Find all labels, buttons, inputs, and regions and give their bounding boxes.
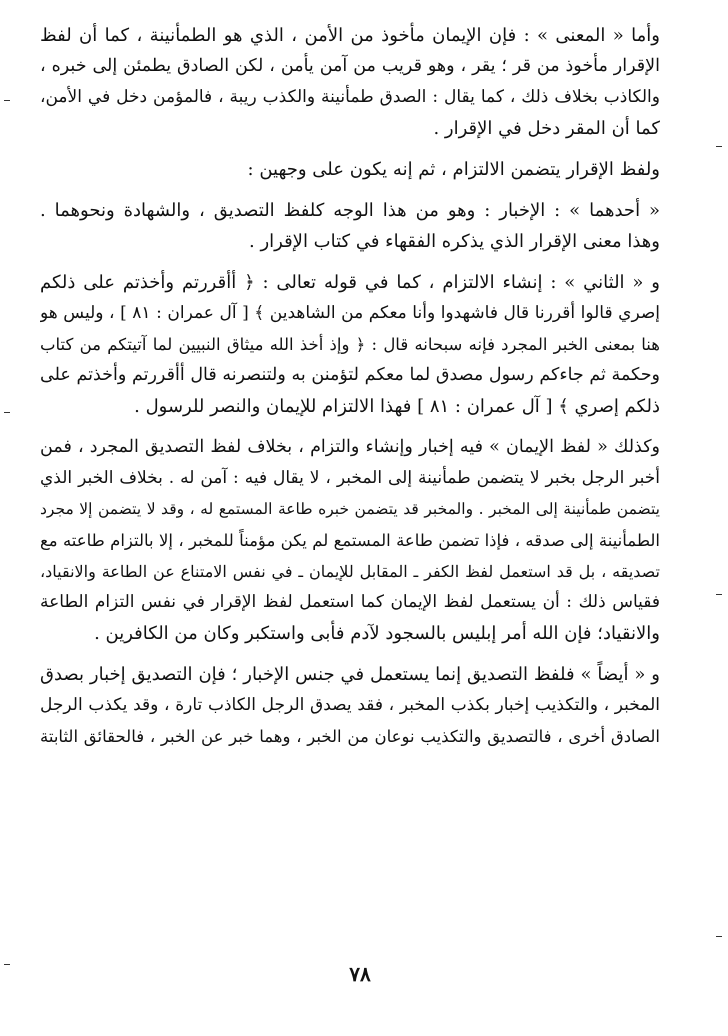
scan-mark bbox=[716, 936, 722, 937]
text-line: كما أن المقر دخل في الإقرار . bbox=[433, 118, 660, 139]
text-line: الإقرار مأخوذ من قر ؛ يقر ، وهو قريب من آمن يأمن ، لكن الصادق يطمئن إلى خبره ، bbox=[40, 56, 660, 76]
text-line: وكذلك « لفظ الإيمان » فيه إخبار وإنشاء والتزام ، بخلاف لفظ التصديق المجرد ، فمن bbox=[40, 437, 660, 457]
text-line: الطمأنينة إلى صدقه ، فإذا تضمن طاعة المستمع لم يكن مؤمناً للمخبر ، إلا بالتزام طاعته مع bbox=[40, 531, 660, 550]
paragraph-iqrar bbox=[40, 154, 660, 185]
paragraph-iman bbox=[40, 432, 660, 649]
text-line: والكاذب بخلاف ذلك ، كما يقال : الصدق طمأنينة والكذب ريبة ، فالمؤمن دخل في الأمن، bbox=[40, 87, 660, 107]
text-line: أخبر الرجل بخبر لا يتضمن طمأنينة إلى المخبر ، لا يقال فيه : آمن له . بخلاف الخبر الذي bbox=[40, 468, 660, 488]
text-line: والانقياد؛ فإن الله أمر إبليس بالسجود لآدم فأبى واستكبر وكان من الكافرين . bbox=[94, 623, 660, 644]
text-line: وحكمة ثم جاءكم رسول مصدق لما معكم لتؤمنن به ولتنصرنه قال أأقررتم وأخذتم على bbox=[40, 365, 660, 385]
text-line: ذلكم إصري ﴾ [ آل عمران : ٨١ ] فهذا الالتزام للإيمان والنصر للرسول . bbox=[134, 396, 660, 417]
text-line: وأما « المعنى » : فإن الإيمان مأخوذ من الأمن ، الذي هو الطمأنينة ، كما أن لفظ bbox=[40, 25, 660, 46]
page-number: ٧٨ bbox=[349, 962, 371, 986]
text-line: و « أيضاً » فلفظ التصديق إنما يستعمل في جنس الإخبار ؛ فإن التصديق إخبار بصدق bbox=[40, 664, 660, 685]
paragraph-meaning bbox=[40, 20, 660, 144]
text-line: فقياس ذلك : أن يستعمل لفظ الإيمان كما استعمل لفظ الإقرار في نفس التزام الطاعة bbox=[40, 592, 660, 612]
text-line: تصديقه ، بل قد استعمل لفظ الكفر ـ المقابل للإيمان ـ في نفس الامتناع عن الطاعة والانقياد، bbox=[40, 562, 660, 581]
page-body bbox=[40, 20, 660, 1020]
scan-mark bbox=[4, 964, 10, 965]
paragraph-second bbox=[40, 267, 660, 422]
scan-mark bbox=[4, 100, 10, 101]
text-line: يتضمن طمأنينة إلى المخبر . والمخبر قد يتضمن خبره طاعة المستمع له ، وقد لا يتضمن إلا مجرد bbox=[40, 500, 660, 518]
text-line: و « الثاني » : إنشاء الالتزام ، كما في قوله تعالى : ﴿ أأقررتم وأخذتم على ذلكم bbox=[40, 272, 660, 293]
scan-mark bbox=[716, 594, 722, 595]
text-line: إصري قالوا أقررنا قال فاشهدوا وأنا معكم من الشاهدين ﴾ [ آل عمران : ٨١ ] ، وليس هو bbox=[40, 303, 660, 323]
text-line: هنا بمعنى الخبر المجرد فإنه سبحانه قال : ﴿ وإذ أخذ الله ميثاق النبيين لما آتيتكم من كتاب bbox=[40, 335, 660, 354]
text-line: الصادق أخرى ، فالتصديق والتكذيب نوعان من الخبر ، وهما خبر عن الخبر ، فالحقائق الثابتة bbox=[40, 727, 660, 746]
text-line: « أحدهما » : الإخبار : وهو من هذا الوجه كلفظ التصديق ، والشهادة ونحوهما . bbox=[40, 200, 660, 221]
scan-mark bbox=[4, 412, 10, 413]
paragraph-first bbox=[40, 195, 660, 257]
text-line: وهذا معنى الإقرار الذي يذكره الفقهاء في كتاب الإقرار . bbox=[249, 231, 660, 252]
paragraph-also bbox=[40, 659, 660, 752]
text-line: ولفظ الإقرار يتضمن الالتزام ، ثم إنه يكون على وجهين : bbox=[247, 159, 660, 180]
text-line: المخبر ، والتكذيب إخبار بكذب المخبر ، فقد يصدق الرجل الكاذب تارة ، وقد يكذب الرجل bbox=[40, 695, 660, 715]
scan-mark bbox=[716, 146, 722, 147]
